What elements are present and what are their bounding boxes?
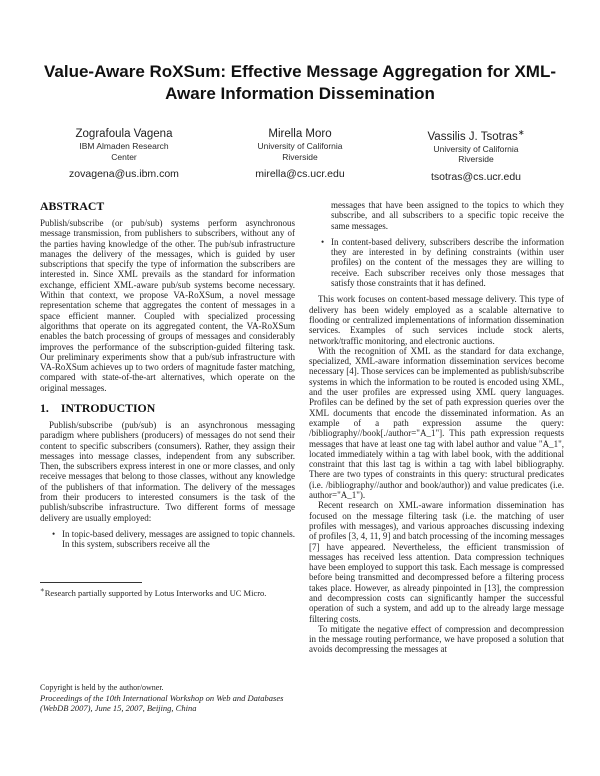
author-affiliation: University of California xyxy=(257,141,343,152)
footnote-marker: ∗ xyxy=(40,586,45,594)
author-affiliation: Riverside xyxy=(458,154,494,165)
author-affiliation: University of California xyxy=(433,144,519,155)
author-block xyxy=(36,128,212,183)
author-footnote-marker: ∗ xyxy=(517,128,525,137)
section-number: 1. xyxy=(40,401,49,416)
body-columns xyxy=(40,200,564,720)
author-affiliation: Riverside xyxy=(282,151,318,162)
author-name: Zografoula Vagena xyxy=(75,128,173,140)
introduction-heading xyxy=(40,402,295,415)
footnote-text: Research partially supported by Lotus Interworks and UC Micro. xyxy=(44,587,267,598)
author-affiliation: Center xyxy=(111,151,137,162)
author-affiliation: IBM Almaden Research xyxy=(79,141,169,152)
footnote xyxy=(40,582,295,598)
paragraph: This work focuses on content-based message delivery. This type of delivery has been widely employed as a scalable alternative to flooding or centralized implementations of information dissemination services. Examples of such services include stock alerts, network/traffic monitoring, and electronic auctions. xyxy=(309,294,564,346)
copyright-line: Copyright is held by the author/owner. xyxy=(40,683,164,692)
bullet-list-item xyxy=(309,237,564,288)
author-email: mirella@cs.ucr.edu xyxy=(255,167,345,180)
proceedings-line: Proceedings of the 10th International Workshop on Web and Databases (WebDB 2007), June 15, 2007, Beijing, China xyxy=(40,692,284,713)
author-email: zovagena@us.ibm.com xyxy=(69,167,179,180)
author-email: tsotras@cs.ucr.edu xyxy=(430,170,522,183)
copyright-notice xyxy=(40,683,295,713)
author-block xyxy=(212,128,388,183)
authors-row xyxy=(36,128,564,183)
bullet-icon: • xyxy=(52,528,56,539)
bullet-icon: • xyxy=(321,236,325,247)
bullet-list-item xyxy=(40,529,295,550)
section-title: INTRODUCTION xyxy=(60,401,156,416)
bullet-text: In topic-based delivery, messages are assigned to topic channels. In this system, subscribers receive all the xyxy=(62,528,295,550)
bullet-text: In content-based delivery, subscribers describe the information they are interested in by defining constraints (within user profiles) on the content of the messages they are willing to receive. Each subscriber receives only those messages that satisfy those constraints that it has defined. xyxy=(331,236,564,289)
paragraph: To mitigate the negative effect of compression and decompression in the message routing performance, we have proposed a solution that avoids decompressing the messages at xyxy=(309,623,564,655)
intro-paragraph: Publish/subscribe (pub/sub) is an asynchronous messaging paradigm where publishers (producers) of messages do not send their content to specific subscribers (consumers). Rather, they assign their messages into message classes, independent from any subscriber. Then, the subscribers express interest in one or more classes, and only receive messages that belong to those classes, without any knowledge of the publishers of that information. The delivery of the messages from their producers to interested consumers is the task of the publish/subscribe infrastructure. Two different forms of message delivery are usually employed: xyxy=(40,419,295,523)
bullet-continuation-text: messages that have been assigned to the topics to which they subscribe, and all subscribers to a specific topic receive the same messages. xyxy=(331,200,564,231)
column-right xyxy=(309,200,564,720)
paragraph: Recent research on XML-aware information dissemination has focused on the message filtering task (i.e. the matching of user profiles with messages), and various approaches discussing indexing of profiles [3, 4, 11, 9] and batch processing of the incoming messages [7] have appeared. Nevertheless, the efficient transmission of messages has received less attention. Data compression techniques have been employed to support this task. Each message is compressed before being transmitted and decompressed before a filtering process takes place. However, as already pinpointed in [13], the compression and decompression costs can significantly hamper the successful operation of such a system, and add up to the already large message filtering costs. xyxy=(309,500,564,624)
abstract-heading: ABSTRACT xyxy=(40,199,105,213)
author-block xyxy=(388,128,564,183)
paper-title: Value-Aware RoXSum: Effective Message Aggregation for XML-Aware Information Dissemination xyxy=(43,62,556,104)
author-name xyxy=(388,128,564,144)
author-name: Mirella Moro xyxy=(268,128,332,140)
paragraph: With the recognition of XML as the standard for data exchange, specialized, XML-aware information dissemination services become necessary [4]. Those services can be implemented as publish/subscribe systems in which the information to be routed is encoded using XML, and the user profiles are expressed using XML query languages. Profiles can be defined by the set of path expression queries over the XML documents that encode the disseminated information. As an example of a path expression assume the query: /bibliography//book[./author="A_1"]. This path expression requests messages that have at least one tag with label author and value "A_1", located immediately within a tag with label book, with the additional constraint that this last tag is within a tag with label bibliography. There are two types of constraints in this query: structural predicates (i.e. /bibliography//author and book/author)) and value predicates (i.e. author="A_1"). xyxy=(309,345,565,501)
abstract-text: Publish/subscribe (or pub/sub) systems perform asynchronous message transmission, from publishers to subscribers, without any of the parties having knowledge of the other. The pub/sub infrastructure manages the delivery of the messages, which is guided by user subscriptions that specify the type of information the subscribers are interested in. Since XML prevails as the standard for information exchange, efficient XML-aware pub/sub systems become necessary. Within that context, we propose VA-RoXSum, a novel message representation scheme that aggregates the content of messages in a space efficient manner. Coupled with specialized processing algorithms that operate on its aggregated content, the VA-RoXSum enables the batch processing of groups of messages and considerably improves the performance of the subscription-guided filtering task. Our preliminary experiments show that a pub/sub infrastructure with VA-RoXSum achieves up to two orders of magnitude faster matching, compared with state-of-the-art alternatives, which operate on the original messages. xyxy=(40,217,295,393)
footnote-rule xyxy=(40,582,142,583)
author-name-text: Vassilis J. Tsotras xyxy=(427,130,518,143)
column-left xyxy=(40,200,295,720)
